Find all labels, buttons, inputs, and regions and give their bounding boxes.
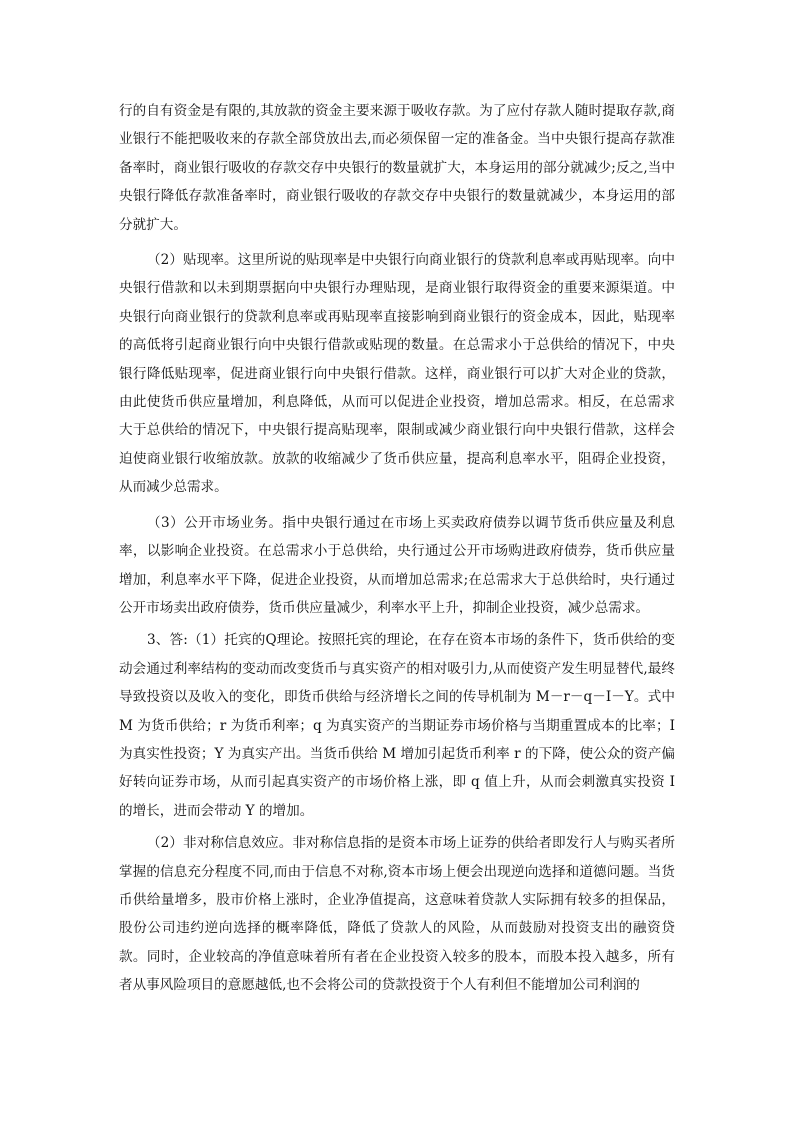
paragraph-open-market-operations: （3）公开市场业务。指中央银行通过在市场上买卖政府债券以调节货币供应量及利息率，以影响企业投资。在总需求小于总供给，央行通过公开市场购进政府债券，货币供应量增加，利息率水平下降，促进企业投资，从而增加总需求;在总需求大于总供给时，央行通过公开市场卖出政府债券，货币供应量减少，利率水平上升，抑制企业投资，减少总需求。 xyxy=(119,514,675,616)
paragraph-asymmetric-information: （2）非对称信息效应。非对称信息指的是资本市场上证券的供给者即发行人与购买者所掌握的信息充分程度不同,而由于信息不对称,资本市场上便会出现逆向选择和道德问题。当货币供给量增多，股市价格上涨时，企业净值提高，这意味着贷款人实际拥有较多的担保品，股份公司违约逆向选择的概率降低，降低了贷款人的风险，从而鼓励对投资支出的融资贷款。同时，企业较高的净值意味着所有者在企业投资入较多的股本，而股本投入越多，所有者从事风险项目的意愿越低,也不会将公司的贷款投资于个人有利但不能增加公司利润的 xyxy=(119,835,675,994)
paragraph-reserve-requirement-continuation: 行的自有资金是有限的,其放款的资金主要来源于吸收存款。为了应付存款人随时提取存款,商业银行不能把吸收来的存款全部贷放出去,而必须保留一定的准备金。当中央银行提高存款准备率时，商业银行吸收的存款交存中央银行的数量就扩大，本身运用的部分就减少;反之,当中央银行降低存款准备率时，商业银行吸收的存款交存中央银行的数量就减少，本身运用的部分就扩大。 xyxy=(119,103,675,233)
document-page xyxy=(119,97,675,1007)
paragraph-tobin-q-theory: 3、答:（1）托宾的Q理论。按照托宾的理论，在存在资本市场的条件下，货币供给的变动会通过利率结构的变动而改变货币与真实资产的相对吸引力,从而使资产发生明显替代,最终导致投资以及收入的变化，即货币供给与经济增长之间的传导机制为 M－r－q－I－Y。式中 M 为货币供给；r 为货币利率；q 为真实资产的当期证券市场价格与当期重置成本的比率；I 为真实性投资；Y 为真实产出。当货币供给 M 增加引起货币利率 r 的下降，使公众的资产偏好转向证券市场，从而引起真实资产的市场价格上涨，即 q 值上升，从而会刺激真实投资 I 的增长，进而会带动 Y 的增加。 xyxy=(119,632,675,819)
paragraph-discount-rate: （2）贴现率。这里所说的贴现率是中央银行向商业银行的贷款利息率或再贴现率。向中央银行借款和以未到期票据向中央银行办理贴现，是商业银行取得资金的重要来源渠道。中央银行向商业银行的贷款利息率或再贴现率直接影响到商业银行的资金成本，因此，贴现率的高低将引起商业银行向中央银行借款或贴现的数量。在总需求小于总供给的情况下，中央银行降低贴现率，促进商业银行向中央银行借款。这样，商业银行可以扩大对企业的贷款，由此使货币供应量增加，利息降低，从而可以促进企业投资，增加总需求。相反，在总需求大于总供给的情况下，中央银行提高贴现率，限制或减少商业银行向中央银行借款，这样会迫使商业银行收缩放款。放款的收缩减少了货币供应量，提高利息率水平，阻碍企业投资，从而减少总需求。 xyxy=(119,252,675,496)
